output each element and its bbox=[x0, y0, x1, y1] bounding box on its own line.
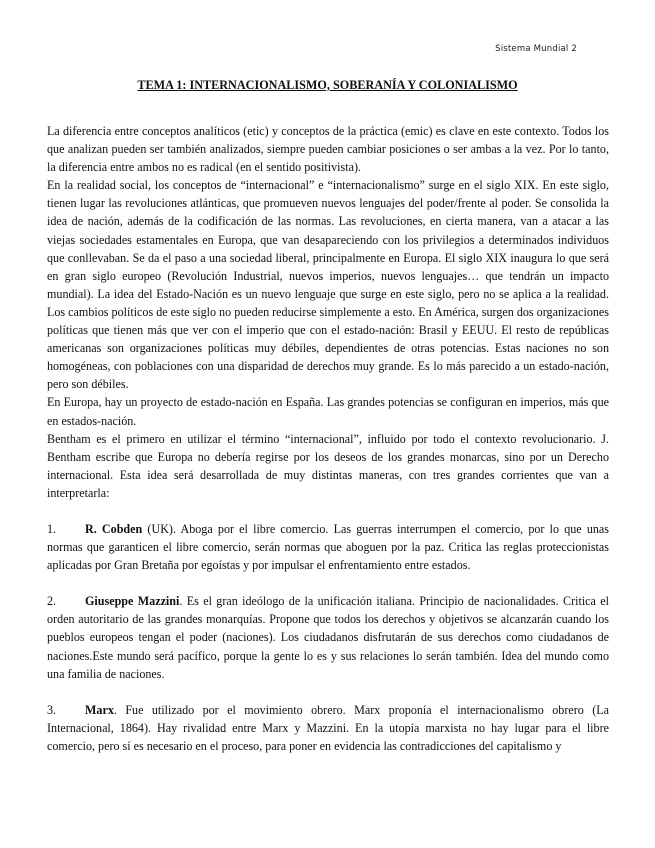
list-item-name: Marx bbox=[85, 702, 114, 717]
page-title: TEMA 1: INTERNACIONALISMO, SOBERANÍA Y COLONIALISMO bbox=[137, 78, 518, 92]
running-header: Sistema Mundial 2 bbox=[495, 44, 577, 54]
list-item-text: . Fue utilizado por el movimiento obrero. Marx proponía el internacionalismo obrero (La Internacional, 1864). Hay rivalidad entre Marx y Mazzini. En la utopía marxista no hay lugar para el libre comercio, pero sí es necesario en el proceso, para poner en evidencia las contradicciones del capitalismo y bbox=[47, 702, 609, 753]
spacer bbox=[47, 502, 609, 520]
list-item-text: (UK). Aboga por el libre comercio. Las guerras interrumpen el comercio, por lo que unas normas que garanticen el libre comercio, serán normas que aboguen por la paz. Critica las reglas proteccionistas aplicadas por Gran Bretaña por egoístas y por impulsar el enfrentamiento entre estados. bbox=[47, 521, 610, 573]
list-item bbox=[47, 592, 609, 682]
list-item-text: . Es el gran ideólogo de la unificación italiana. Principio de nacionalidades. Critica el orden autoritario de las grandes monarquías. Propone que todos los derechos y objetivos se alcanzarán cuando los pueblos europeos tengan el poder (naciones). Los ciudadanos disfrutarán de sus derechos como ciudadanos de naciones.Este mundo será pacífico, porque la gente lo es y sus relaciones lo serán también. Idea del mundo como una familia de naciones. bbox=[47, 594, 609, 681]
spacer bbox=[47, 574, 609, 592]
list-item-name: Giuseppe Mazzini bbox=[85, 594, 180, 609]
document-body bbox=[47, 122, 609, 755]
list-item-number: 3. bbox=[47, 702, 57, 717]
paragraph: Bentham es el primero en utilizar el término “internacional”, influido por todo el contexto revolucionario. J. Bentham escribe que Europa no debería regirse por los deseos de los grandes monarcas, sino por un Derecho internacional. Esta idea será desarrollada de muy distintas maneras, con tres grandes corrientes que van a interpretarla: bbox=[47, 431, 609, 500]
paragraph: En la realidad social, los conceptos de “internacional” e “internacionalismo” surge en el siglo XIX. En este siglo, tienen lugar las revoluciones atlánticas, que promueven nuevos lenguajes del poder/frente al poder. Se consolida la idea de nación, además de la codificación de las normas. Las revoluciones, en cierta manera, van a atacar a las viejas sociedades estamentales en Europa, que van desapareciendo con los privilegios a determinados individuos que conllevaban. Se da el paso a una sociedad liberal, principalmente en Europa. El siglo XIX inaugura lo que será en gran siglo europeo (Revolución Industrial, nuevos imperios, nuevos lenguajes… que tendrán un impacto mundial). La idea del Estado-Nación es un nuevo lenguaje que surge en este siglo, pero no se aplica a la realidad. Los cambios políticos de este siglo no pueden reducirse simplemente a esto. En América, surgen dos organizaciones políticas que tienen más que ver con el imperio que con el estado-nación: Brasil y EEUU. El resto de repúblicas americanas son organizaciones políticas muy débiles, dependientes de otras potencias. Estas naciones no son homogéneas, con poblaciones con una disparidad de derechos muy grande. Es lo más parecido a un estado-nación, pero son débiles. bbox=[47, 178, 609, 392]
list-item-number: 2. bbox=[47, 594, 57, 609]
spacer bbox=[47, 683, 609, 701]
list-item bbox=[47, 520, 609, 574]
list-item bbox=[47, 701, 609, 755]
paragraph: La diferencia entre conceptos analíticos (etic) y conceptos de la práctica (emic) es clave en este contexto. Todos los que analizan pueden ser también analizados, siempre pueden cambiar posiciones o ser ambas a la vez. Por lo tanto, la diferencia entre ambos no es radical (en el sentido positivista). bbox=[47, 124, 609, 175]
list-item-number: 1. bbox=[47, 521, 57, 536]
list-item-name: R. Cobden bbox=[85, 521, 143, 536]
paragraph: En Europa, hay un proyecto de estado-nación en España. Las grandes potencias se configuran en imperios, más que en estados-nación. bbox=[47, 395, 609, 428]
